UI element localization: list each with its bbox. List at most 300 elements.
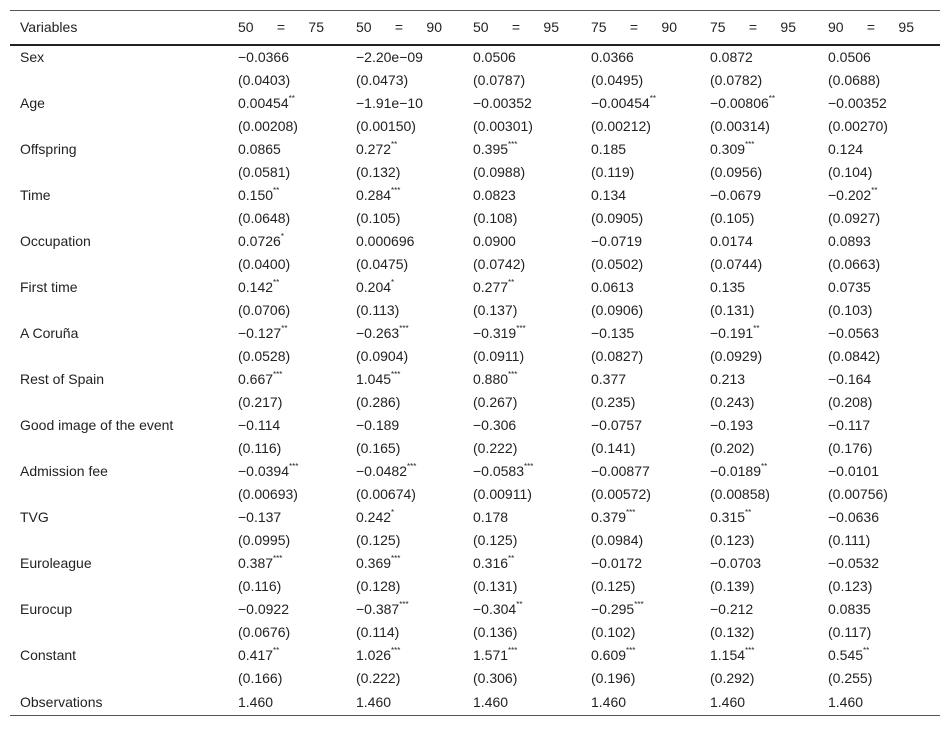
coefficient-cell bbox=[346, 276, 463, 299]
table-row-standard-errors bbox=[10, 253, 940, 276]
standard-error-cell: (0.0688) bbox=[828, 72, 881, 88]
coefficient-cell bbox=[581, 322, 700, 345]
coefficient-value: 0.369 bbox=[356, 555, 392, 571]
significance-stars: ** bbox=[745, 508, 752, 518]
standard-error-cell: (0.0988) bbox=[473, 164, 526, 180]
significance-stars: ** bbox=[768, 94, 776, 104]
standard-error-cell: (0.00693) bbox=[238, 486, 298, 502]
standard-error-cell: (0.102) bbox=[591, 624, 636, 640]
empty-cell bbox=[10, 437, 228, 460]
standard-error-cell: (0.141) bbox=[591, 440, 636, 456]
coefficient-cell bbox=[228, 368, 346, 391]
observations-value: 1.460 bbox=[463, 690, 581, 716]
coefficient-cell bbox=[346, 45, 463, 69]
standard-error-cell: (0.00314) bbox=[710, 118, 770, 134]
significance-stars: *** bbox=[407, 462, 417, 472]
observations-value: 1.460 bbox=[346, 690, 463, 716]
coefficient-cell bbox=[228, 414, 346, 437]
coefficient-cell bbox=[228, 230, 346, 253]
empty-cell bbox=[10, 391, 228, 414]
table-row-coefficients bbox=[10, 92, 940, 115]
standard-error-cell: (0.00911) bbox=[473, 486, 532, 502]
significance-stars: *** bbox=[508, 370, 518, 380]
coefficient-value: 0.387 bbox=[238, 555, 274, 571]
coefficient-value: 0.315 bbox=[710, 509, 746, 525]
significance-stars: * bbox=[391, 278, 395, 288]
table-row-standard-errors bbox=[10, 69, 940, 92]
coefficient-cell bbox=[581, 368, 700, 391]
standard-error-cell: (0.165) bbox=[356, 440, 401, 456]
standard-error-cell: (0.128) bbox=[356, 578, 401, 594]
coefficient-value: 0.284 bbox=[356, 187, 392, 203]
table-row-coefficients bbox=[10, 138, 940, 161]
observations-label: Observations bbox=[10, 690, 228, 716]
coefficient-cell bbox=[463, 276, 581, 299]
standard-error-cell: (0.286) bbox=[356, 394, 401, 410]
coefficient-cell bbox=[346, 598, 463, 621]
standard-error-cell: (0.202) bbox=[710, 440, 755, 456]
coefficient-value: 0.124 bbox=[828, 141, 864, 157]
coefficient-cell bbox=[818, 460, 940, 483]
coefficient-value: 0.0865 bbox=[238, 141, 281, 157]
table-row-coefficients bbox=[10, 276, 940, 299]
regression-table-container bbox=[10, 10, 936, 716]
coefficient-cell bbox=[581, 184, 700, 207]
coefficient-value: 0.277 bbox=[473, 279, 509, 295]
table-row-standard-errors bbox=[10, 621, 940, 644]
coefficient-cell bbox=[818, 230, 940, 253]
coefficient-value: 0.0735 bbox=[828, 279, 871, 295]
coefficient-value: 0.242 bbox=[356, 509, 392, 525]
coefficient-value: −0.00454 bbox=[591, 95, 650, 111]
coefficient-value: 0.0613 bbox=[591, 279, 634, 295]
table-row-standard-errors bbox=[10, 667, 940, 690]
coefficient-cell bbox=[346, 322, 463, 345]
coefficient-value: 0.379 bbox=[591, 509, 627, 525]
header-50-95: 50 = 95 bbox=[463, 11, 581, 45]
standard-error-cell: (0.0906) bbox=[591, 302, 644, 318]
empty-cell bbox=[10, 207, 228, 230]
standard-error-cell: (0.0475) bbox=[356, 256, 409, 272]
table-row-standard-errors bbox=[10, 575, 940, 598]
coefficient-value: 0.0823 bbox=[473, 187, 516, 203]
standard-error-cell: (0.125) bbox=[473, 532, 518, 548]
empty-cell bbox=[10, 299, 228, 322]
coefficient-cell bbox=[346, 138, 463, 161]
standard-error-cell: (0.208) bbox=[828, 394, 873, 410]
empty-cell bbox=[10, 69, 228, 92]
standard-error-cell: (0.139) bbox=[710, 578, 755, 594]
table-row-standard-errors bbox=[10, 345, 940, 368]
standard-error-cell: (0.0663) bbox=[828, 256, 881, 272]
significance-stars: ** bbox=[753, 324, 760, 334]
standard-error-cell: (0.235) bbox=[591, 394, 636, 410]
coefficient-cell bbox=[463, 368, 581, 391]
significance-stars: *** bbox=[634, 600, 644, 610]
coefficient-cell bbox=[228, 184, 346, 207]
coefficient-value: −0.0679 bbox=[710, 187, 761, 203]
coefficient-cell bbox=[346, 644, 463, 667]
significance-stars: * bbox=[280, 232, 284, 242]
coefficient-value: 0.272 bbox=[356, 141, 392, 157]
coefficient-value: −0.0636 bbox=[828, 509, 879, 525]
coefficient-cell bbox=[463, 322, 581, 345]
standard-error-cell: (0.0706) bbox=[238, 302, 291, 318]
coefficient-cell bbox=[700, 138, 818, 161]
significance-stars: *** bbox=[516, 324, 526, 334]
standard-error-cell: (0.00756) bbox=[828, 486, 888, 502]
variable-label: Euroleague bbox=[20, 555, 92, 571]
coefficient-cell bbox=[581, 45, 700, 69]
coefficient-value: −0.00806 bbox=[710, 95, 769, 111]
coefficient-value: 0.0506 bbox=[828, 49, 871, 65]
standard-error-cell: (0.0581) bbox=[238, 164, 291, 180]
standard-error-cell: (0.0744) bbox=[710, 256, 763, 272]
standard-error-cell: (0.0400) bbox=[238, 256, 291, 272]
coefficient-cell bbox=[700, 322, 818, 345]
variable-label: First time bbox=[20, 279, 78, 295]
header-50-90: 50 = 90 bbox=[346, 11, 463, 45]
significance-stars: ** bbox=[273, 186, 280, 196]
coefficient-cell bbox=[463, 230, 581, 253]
coefficient-cell bbox=[818, 644, 940, 667]
observations-value: 1.460 bbox=[581, 690, 700, 716]
coefficient-value: −0.114 bbox=[238, 417, 281, 433]
coefficient-cell bbox=[700, 276, 818, 299]
coefficient-cell bbox=[700, 644, 818, 667]
significance-stars: *** bbox=[273, 554, 283, 564]
significance-stars: *** bbox=[273, 370, 283, 380]
standard-error-cell: (0.104) bbox=[828, 164, 873, 180]
coefficient-value: −0.319 bbox=[473, 325, 517, 341]
coefficient-value: 1.154 bbox=[710, 647, 746, 663]
coefficient-cell bbox=[346, 368, 463, 391]
standard-error-cell: (0.00301) bbox=[473, 118, 533, 134]
coefficient-value: −0.0532 bbox=[828, 555, 879, 571]
coefficient-cell bbox=[228, 276, 346, 299]
standard-error-cell: (0.0929) bbox=[710, 348, 763, 364]
significance-stars: *** bbox=[745, 646, 755, 656]
coefficient-cell bbox=[581, 92, 700, 115]
coefficient-cell bbox=[581, 506, 700, 529]
standard-error-cell: (0.0782) bbox=[710, 72, 763, 88]
coefficient-cell bbox=[818, 45, 940, 69]
standard-error-cell: (0.0842) bbox=[828, 348, 881, 364]
table-row-coefficients bbox=[10, 368, 940, 391]
coefficient-value: −0.263 bbox=[356, 325, 400, 341]
significance-stars: ** bbox=[508, 554, 515, 564]
coefficient-cell bbox=[581, 230, 700, 253]
standard-error-cell: (0.00572) bbox=[591, 486, 651, 502]
standard-error-cell: (0.105) bbox=[356, 210, 401, 226]
coefficient-value: 0.135 bbox=[710, 279, 746, 295]
coefficient-cell bbox=[700, 460, 818, 483]
coefficient-cell bbox=[228, 322, 346, 345]
coefficient-value: −1.91e−10 bbox=[356, 95, 423, 111]
empty-cell bbox=[10, 575, 228, 598]
standard-error-cell: (0.137) bbox=[473, 302, 518, 318]
coefficient-cell bbox=[818, 598, 940, 621]
coefficient-cell bbox=[463, 138, 581, 161]
standard-error-cell: (0.0995) bbox=[238, 532, 291, 548]
coefficient-value: 0.316 bbox=[473, 555, 509, 571]
coefficient-value: 0.0893 bbox=[828, 233, 871, 249]
coefficient-cell bbox=[228, 92, 346, 115]
empty-cell bbox=[10, 253, 228, 276]
coefficient-value: −0.0719 bbox=[591, 233, 642, 249]
standard-error-cell: (0.222) bbox=[473, 440, 518, 456]
coefficient-value: 1.571 bbox=[473, 647, 509, 663]
significance-stars: ** bbox=[649, 94, 657, 104]
coefficient-cell bbox=[818, 184, 940, 207]
variable-label: Offspring bbox=[20, 141, 77, 157]
coefficient-cell bbox=[346, 552, 463, 575]
coefficient-cell bbox=[700, 552, 818, 575]
coefficient-cell bbox=[700, 506, 818, 529]
standard-error-cell: (0.108) bbox=[473, 210, 518, 226]
coefficient-value: −0.193 bbox=[710, 417, 754, 433]
standard-error-cell: (0.114) bbox=[356, 624, 400, 640]
coefficient-cell bbox=[818, 368, 940, 391]
standard-error-cell: (0.00208) bbox=[238, 118, 298, 134]
significance-stars: *** bbox=[391, 554, 401, 564]
significance-stars: *** bbox=[524, 462, 534, 472]
standard-error-cell: (0.0403) bbox=[238, 72, 291, 88]
standard-error-cell: (0.0927) bbox=[828, 210, 881, 226]
empty-cell bbox=[10, 621, 228, 644]
coefficient-cell bbox=[700, 45, 818, 69]
standard-error-cell: (0.00150) bbox=[356, 118, 416, 134]
standard-error-cell: (0.255) bbox=[828, 670, 873, 686]
header-75-90: 75 = 90 bbox=[581, 11, 700, 45]
empty-cell bbox=[10, 345, 228, 368]
significance-stars: *** bbox=[391, 370, 401, 380]
standard-error-cell: (0.166) bbox=[238, 670, 283, 686]
coefficient-value: 0.134 bbox=[591, 187, 627, 203]
significance-stars: ** bbox=[863, 646, 870, 656]
table-row-standard-errors bbox=[10, 115, 940, 138]
coefficient-cell bbox=[581, 414, 700, 437]
coefficient-value: 0.545 bbox=[828, 647, 864, 663]
coefficient-cell bbox=[818, 506, 940, 529]
table-row-observations bbox=[10, 690, 940, 716]
coefficient-value: 0.0900 bbox=[473, 233, 516, 249]
standard-error-cell: (0.131) bbox=[710, 302, 755, 318]
standard-error-cell: (0.0495) bbox=[591, 72, 644, 88]
significance-stars: *** bbox=[391, 186, 401, 196]
table-row-coefficients bbox=[10, 598, 940, 621]
coefficient-value: −0.0189 bbox=[710, 463, 761, 479]
standard-error-cell: (0.0676) bbox=[238, 624, 291, 640]
variable-label: Age bbox=[20, 95, 45, 111]
table-row-coefficients bbox=[10, 552, 940, 575]
coefficient-cell bbox=[228, 460, 346, 483]
table-row-coefficients bbox=[10, 506, 940, 529]
coefficient-value: −0.137 bbox=[238, 509, 282, 525]
standard-error-cell: (0.217) bbox=[238, 394, 283, 410]
variable-label: Admission fee bbox=[20, 463, 108, 479]
coefficient-cell bbox=[463, 414, 581, 437]
table-header-row bbox=[10, 11, 940, 45]
standard-error-cell: (0.119) bbox=[591, 164, 635, 180]
coefficient-value: −0.0583 bbox=[473, 463, 524, 479]
table-row-coefficients bbox=[10, 414, 940, 437]
coefficient-cell bbox=[581, 460, 700, 483]
standard-error-cell: (0.103) bbox=[828, 302, 873, 318]
standard-error-cell: (0.222) bbox=[356, 670, 401, 686]
coefficient-cell bbox=[463, 644, 581, 667]
coefficient-cell bbox=[818, 552, 940, 575]
coefficient-cell bbox=[818, 138, 940, 161]
significance-stars: *** bbox=[626, 508, 636, 518]
coefficient-cell bbox=[581, 598, 700, 621]
coefficient-cell bbox=[818, 92, 940, 115]
coefficient-value: 0.377 bbox=[591, 371, 627, 387]
coefficient-value: −0.306 bbox=[473, 417, 517, 433]
observations-value: 1.460 bbox=[818, 690, 940, 716]
coefficient-cell bbox=[228, 45, 346, 69]
coefficient-value: −0.304 bbox=[473, 601, 517, 617]
standard-error-cell: (0.243) bbox=[710, 394, 755, 410]
standard-error-cell: (0.132) bbox=[710, 624, 755, 640]
standard-error-cell: (0.132) bbox=[356, 164, 401, 180]
significance-stars: *** bbox=[399, 324, 409, 334]
table-body bbox=[10, 45, 940, 716]
standard-error-cell: (0.123) bbox=[828, 578, 873, 594]
coefficient-value: −0.00877 bbox=[591, 463, 650, 479]
coefficient-value: −0.0482 bbox=[356, 463, 407, 479]
standard-error-cell: (0.267) bbox=[473, 394, 518, 410]
standard-error-cell: (0.125) bbox=[591, 578, 636, 594]
coefficient-value: −0.0366 bbox=[238, 49, 289, 65]
variable-label: Good image of the event bbox=[20, 417, 174, 433]
standard-error-cell: (0.0528) bbox=[238, 348, 291, 364]
standard-error-cell: (0.196) bbox=[591, 670, 636, 686]
coefficient-value: −0.295 bbox=[591, 601, 635, 617]
coefficient-value: 0.142 bbox=[238, 279, 274, 295]
standard-error-cell: (0.176) bbox=[828, 440, 873, 456]
standard-error-cell: (0.117) bbox=[828, 624, 872, 640]
significance-stars: *** bbox=[391, 646, 401, 656]
table-row-coefficients bbox=[10, 644, 940, 667]
coefficient-value: 0.000696 bbox=[356, 233, 415, 249]
standard-error-cell: (0.0473) bbox=[356, 72, 409, 88]
coefficient-value: −0.00352 bbox=[828, 95, 887, 111]
coefficient-value: −0.202 bbox=[828, 187, 872, 203]
coefficient-cell bbox=[463, 552, 581, 575]
coefficient-cell bbox=[346, 506, 463, 529]
standard-error-cell: (0.0827) bbox=[591, 348, 644, 364]
coefficient-cell bbox=[818, 322, 940, 345]
coefficient-value: −2.20e−09 bbox=[356, 49, 423, 65]
coefficient-cell bbox=[581, 644, 700, 667]
coefficient-cell bbox=[581, 276, 700, 299]
variable-label: Constant bbox=[20, 647, 77, 663]
coefficient-value: 0.0366 bbox=[591, 49, 634, 65]
coefficient-value: −0.0703 bbox=[710, 555, 761, 571]
significance-stars: * bbox=[391, 508, 395, 518]
significance-stars: *** bbox=[399, 600, 409, 610]
table-row-standard-errors bbox=[10, 437, 940, 460]
significance-stars: ** bbox=[871, 186, 878, 196]
significance-stars: ** bbox=[273, 278, 280, 288]
coefficient-cell bbox=[700, 368, 818, 391]
coefficient-value: −0.0101 bbox=[828, 463, 879, 479]
coefficient-cell bbox=[463, 598, 581, 621]
coefficient-value: 0.880 bbox=[473, 371, 509, 387]
coefficient-value: 0.0174 bbox=[710, 233, 753, 249]
table-row-standard-errors bbox=[10, 483, 940, 506]
coefficient-cell bbox=[700, 184, 818, 207]
coefficient-value: 0.0835 bbox=[828, 601, 871, 617]
coefficient-value: −0.0922 bbox=[238, 601, 289, 617]
significance-stars: *** bbox=[508, 646, 518, 656]
standard-error-cell: (0.0648) bbox=[238, 210, 291, 226]
table-row-coefficients bbox=[10, 184, 940, 207]
standard-error-cell: (0.0742) bbox=[473, 256, 526, 272]
coefficient-value: 0.204 bbox=[356, 279, 392, 295]
coefficient-cell bbox=[818, 276, 940, 299]
coefficient-value: −0.164 bbox=[828, 371, 872, 387]
coefficient-value: 0.395 bbox=[473, 141, 509, 157]
coefficient-cell bbox=[700, 414, 818, 437]
coefficient-cell bbox=[700, 598, 818, 621]
coefficient-cell bbox=[346, 92, 463, 115]
coefficient-value: −0.191 bbox=[710, 325, 754, 341]
standard-error-cell: (0.292) bbox=[710, 670, 755, 686]
coefficient-cell bbox=[228, 506, 346, 529]
standard-error-cell: (0.125) bbox=[356, 532, 401, 548]
significance-stars: ** bbox=[761, 462, 768, 472]
coefficient-cell bbox=[463, 184, 581, 207]
standard-error-cell: (0.00270) bbox=[828, 118, 888, 134]
regression-table bbox=[10, 10, 940, 716]
empty-cell bbox=[10, 667, 228, 690]
coefficient-value: −0.387 bbox=[356, 601, 400, 617]
table-row-standard-errors bbox=[10, 391, 940, 414]
coefficient-value: 1.026 bbox=[356, 647, 392, 663]
coefficient-value: 0.667 bbox=[238, 371, 274, 387]
coefficient-cell bbox=[818, 414, 940, 437]
coefficient-cell bbox=[228, 138, 346, 161]
standard-error-cell: (0.0956) bbox=[710, 164, 763, 180]
coefficient-value: −0.0563 bbox=[828, 325, 879, 341]
variable-label: Time bbox=[20, 187, 51, 203]
coefficient-cell bbox=[581, 552, 700, 575]
coefficient-value: 0.609 bbox=[591, 647, 627, 663]
standard-error-cell: (0.136) bbox=[473, 624, 518, 640]
table-row-standard-errors bbox=[10, 207, 940, 230]
standard-error-cell: (0.0787) bbox=[473, 72, 526, 88]
observations-value: 1.460 bbox=[228, 690, 346, 716]
coefficient-value: −0.189 bbox=[356, 417, 400, 433]
coefficient-cell bbox=[228, 598, 346, 621]
coefficient-value: 0.00454 bbox=[238, 95, 289, 111]
coefficient-value: 0.150 bbox=[238, 187, 274, 203]
significance-stars: ** bbox=[273, 646, 280, 656]
significance-stars: ** bbox=[516, 600, 523, 610]
coefficient-cell bbox=[700, 230, 818, 253]
standard-error-cell: (0.00674) bbox=[356, 486, 416, 502]
standard-error-cell: (0.00212) bbox=[591, 118, 651, 134]
significance-stars: ** bbox=[391, 140, 398, 150]
table-row-coefficients bbox=[10, 230, 940, 253]
empty-cell bbox=[10, 483, 228, 506]
standard-error-cell: (0.131) bbox=[473, 578, 518, 594]
standard-error-cell: (0.116) bbox=[238, 578, 282, 594]
coefficient-value: −0.117 bbox=[828, 417, 871, 433]
empty-cell bbox=[10, 161, 228, 184]
